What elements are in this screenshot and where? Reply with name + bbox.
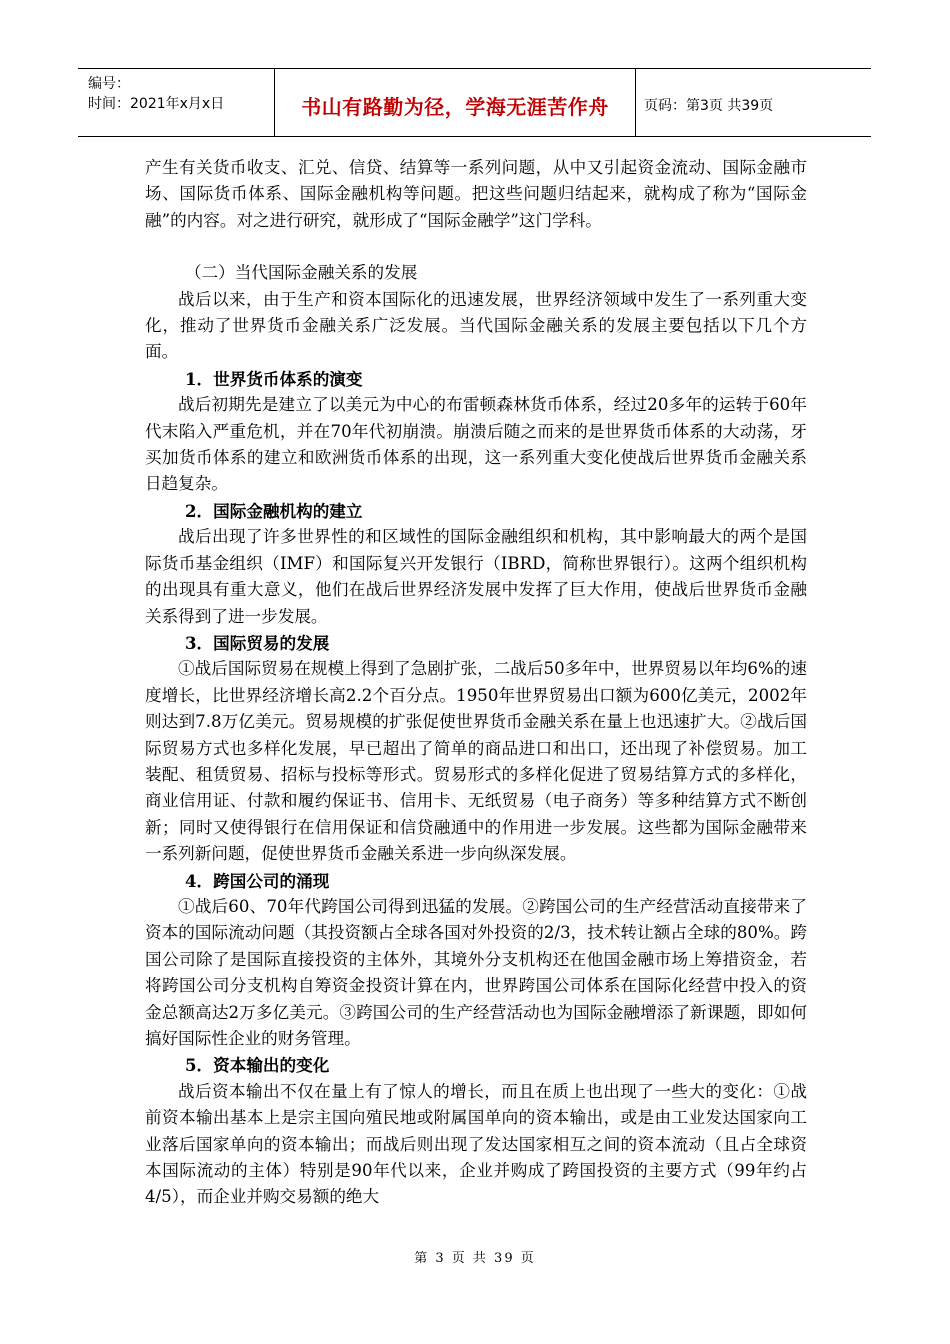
body-paragraph: 战后初期先是建立了以美元为中心的布雷顿森林货币体系，经过20多年的运转于60年代末陷入严重危机，并在70年代初崩溃。崩溃后随之而来的是世界货币体系的大动荡，牙买加货币体系的建立和欧洲货币体系的出现，这一系列重大变化使战后世界货币金融关系日趋复杂。 <box>145 395 807 494</box>
body-paragraph: 战后出现了许多世界性的和区域性的国际金融组织和机构，其中影响最大的两个是国际货币基金组织（IMF）和国际复兴开发银行（IBRD，简称世界银行）。这两个组织机构的出现具有重大意义，他们在战后世界经济发展中发挥了巨大作用，使战后世界货币金融关系得到了进一步发展。 <box>145 527 807 626</box>
body-paragraph: 产生有关货币收支、汇兑、信贷、结算等一系列问题，从中又引起资金流动、国际金融市场、国际货币体系、国际金融机构等问题。把这些问题归结起来，就构成了称为“国际金融”的内容。对之进行研究，就形成了“国际金融学”这门学科。 <box>145 158 807 230</box>
document-body <box>145 155 807 1211</box>
body-paragraph: ①战后国际贸易在规模上得到了急剧扩张，二战后50多年中，世界贸易以年均6%的速度增长，比世界经济增长高2.2个百分点。1950年世界贸易出口额为600亿美元，2002年则达到7.8万亿美元。贸易规模的扩张促使世界货币金融关系在量上也迅速扩大。②战后国际贸易方式也多样化发展，早已超出了简单的商品进口和出口，还出现了补偿贸易。加工装配、租赁贸易、招标与投标等形式。贸易形式的多样化促进了贸易结算方式的多样化，商业信用证、付款和履约保证书、信用卡、无纸贸易（电子商务）等多种结算方式不断创新；同时又使得银行在信用保证和信贷融通中的作用进一步发展。这些都为国际金融带来一系列新问题，促使世界货币金融关系进一步向纵深发展。 <box>145 659 807 864</box>
body-paragraph: 战后以来，由于生产和资本国际化的迅速发展，世界经济领域中发生了一系列重大变化，推动了世界货币金融关系广泛发展。当代国际金融关系的发展主要包括以下几个方面。 <box>145 289 807 362</box>
paragraph-gap <box>145 234 807 260</box>
section-heading: （二）当代国际金融关系的发展 <box>185 263 418 283</box>
subsection-heading: 5．资本输出的变化 <box>185 1055 330 1076</box>
document-number-label: 编号： <box>88 76 130 92</box>
subsection-heading: 2．国际金融机构的建立 <box>185 500 363 521</box>
body-paragraph: 战后资本输出不仅在量上有了惊人的增长，而且在质上也出现了一些大的变化：①战前资本输出基本上是宗主国向殖民地或附属国单向的资本输出，或是由工业发达国家向工业落后国家单向的资本输出；而战后则出现了发达国家相互之间的资本流动（且占全球资本国际流动的主体）特别是90年代以来，企业并购成了跨国投资的主要方式（99年约占4/5），而企业并购交易额的绝大 <box>145 1081 807 1207</box>
document-time-label: 时间：2021年x月x日 <box>88 96 225 112</box>
subsection-heading: 3．国际贸易的发展 <box>185 632 330 653</box>
header-meta <box>78 69 274 136</box>
header-motto: 书山有路勤为径，学海无涯苦作舟 <box>274 69 636 136</box>
subsection-heading: 4．跨国公司的涌现 <box>185 870 330 891</box>
subsection-heading: 1．世界货币体系的演变 <box>185 368 363 389</box>
page-header <box>78 68 871 137</box>
header-page-info: 页码：第3页 共39页 <box>644 97 774 114</box>
body-paragraph: ①战后60、70年代跨国公司得到迅猛的发展。②跨国公司的生产经营活动直接带来了资本的国际流动问题（其投资额占全球各国对外投资的2/3，技术转让额占全球的80%。跨国公司除了是国际直接投资的主体外，其境外分支机构还在他国金融市场上筹措资金，若将跨国公司分支机构自筹资金投资计算在内，世界跨国公司体系在国际化经营中投入的资金总额高达2万多亿美元。③跨国公司的生产经营活动也为国际金融增添了新课题，即如何搞好国际性企业的财务管理。 <box>145 896 807 1048</box>
page-footer: 第 3 页 共 39 页 <box>414 1251 536 1266</box>
